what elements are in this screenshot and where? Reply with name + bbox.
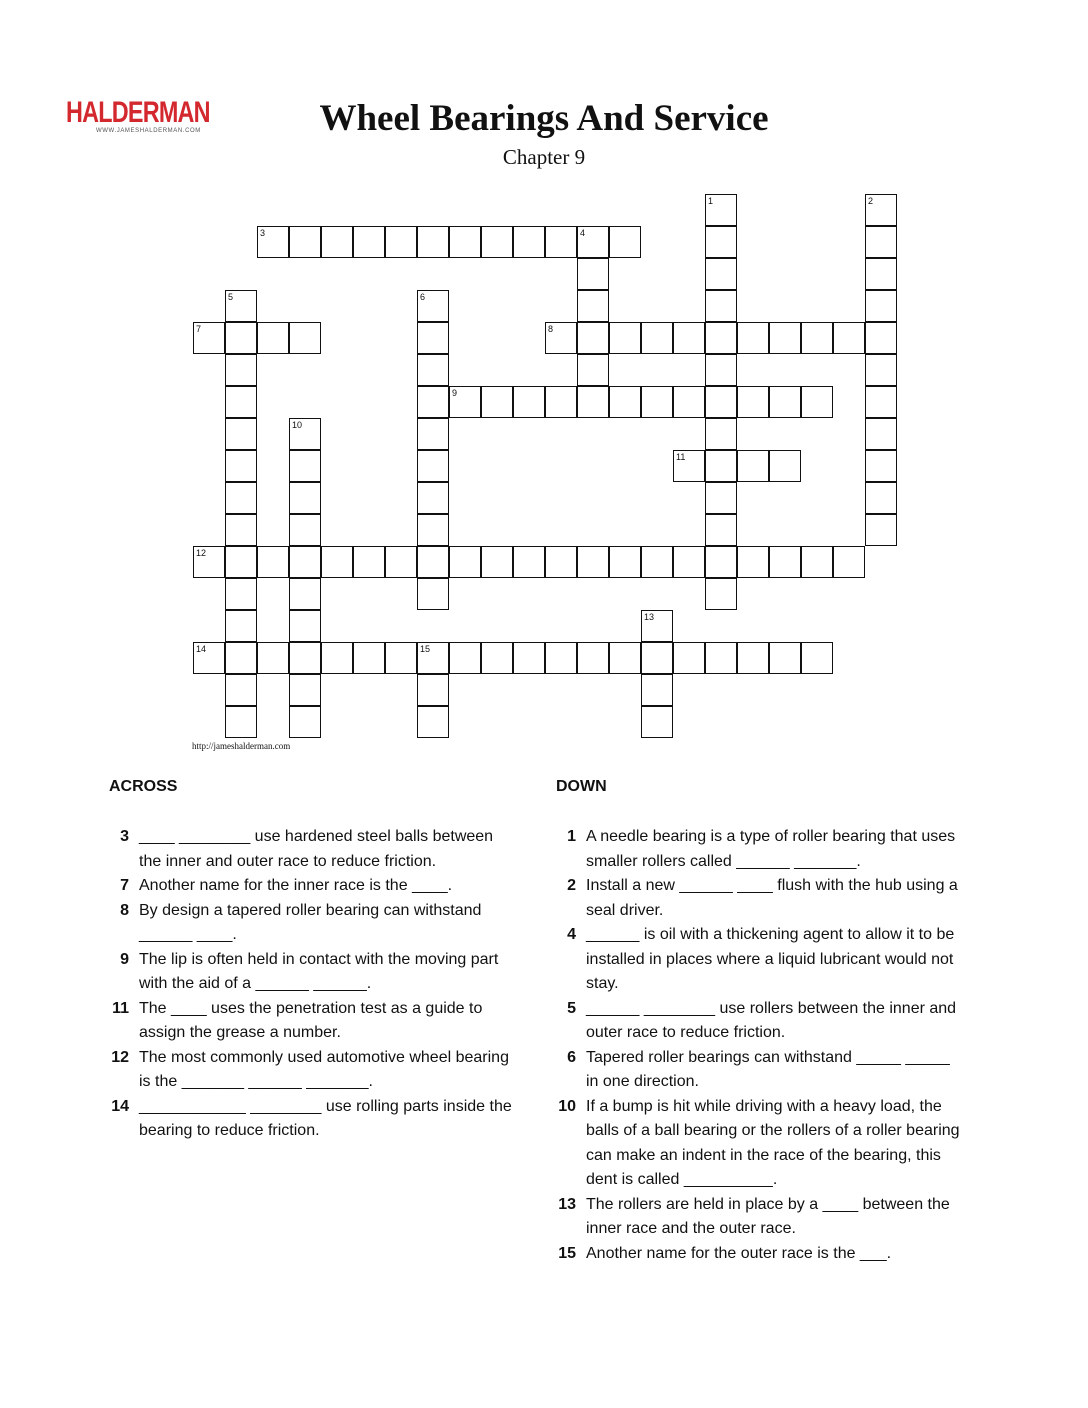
grid-cell[interactable] xyxy=(449,546,481,578)
grid-cell[interactable] xyxy=(577,386,609,418)
grid-cell[interactable] xyxy=(289,642,321,674)
grid-cell[interactable] xyxy=(705,546,737,578)
grid-cell[interactable] xyxy=(801,642,833,674)
grid-cell[interactable] xyxy=(225,290,257,322)
grid-cell[interactable] xyxy=(289,226,321,258)
page-title: Wheel Bearings And Service xyxy=(319,98,769,139)
grid-cell[interactable] xyxy=(449,642,481,674)
grid-cell[interactable] xyxy=(865,194,897,226)
clue-text: Tapered roller bearings can withstand _____ _____ in one direction. xyxy=(586,1048,950,1090)
grid-cell[interactable] xyxy=(545,226,577,258)
grid-cell[interactable] xyxy=(225,450,257,482)
clue-text: ______ ________ use rollers between the inner and outer race to reduce friction. xyxy=(586,999,957,1041)
grid-cell[interactable] xyxy=(449,226,481,258)
grid-cell[interactable] xyxy=(193,642,225,674)
grid-cell[interactable] xyxy=(865,290,897,322)
grid-cell[interactable] xyxy=(225,322,257,354)
clue-num: 15 xyxy=(558,1244,576,1262)
grid-cell[interactable] xyxy=(705,290,737,322)
down-clue xyxy=(556,825,961,874)
grid-cell[interactable] xyxy=(481,546,513,578)
grid-cell[interactable] xyxy=(865,226,897,258)
clue-num: 2 xyxy=(567,877,576,894)
grid-cell[interactable] xyxy=(865,322,897,354)
grid-cell[interactable] xyxy=(225,546,257,578)
grid-cell[interactable] xyxy=(225,642,257,674)
grid-cell[interactable] xyxy=(641,386,673,418)
grid-cell[interactable] xyxy=(705,258,737,290)
grid-cell[interactable] xyxy=(417,322,449,354)
grid-cell[interactable] xyxy=(289,706,321,738)
clue-num: 12 xyxy=(111,1048,129,1066)
grid-cell[interactable] xyxy=(705,226,737,258)
grid-cell[interactable] xyxy=(321,226,353,258)
grid-cell[interactable] xyxy=(257,642,289,674)
grid-cell[interactable] xyxy=(865,354,897,386)
clue-num: 10 xyxy=(558,1097,576,1115)
grid-cell[interactable] xyxy=(577,322,609,354)
grid-cell[interactable] xyxy=(641,610,673,642)
grid-cell[interactable] xyxy=(801,386,833,418)
clue-num: 7 xyxy=(120,877,129,894)
grid-cell[interactable] xyxy=(769,546,801,578)
grid-cell[interactable] xyxy=(705,450,737,482)
grid-cell[interactable] xyxy=(417,418,449,450)
grid-cell[interactable] xyxy=(705,578,737,610)
clue-num: 4 xyxy=(567,926,576,943)
clue-text: The most commonly used automotive wheel bearing is the _______ ______ _______. xyxy=(139,1048,509,1090)
grid-cell[interactable] xyxy=(417,706,449,738)
grid-cell[interactable] xyxy=(321,546,353,578)
grid-cell[interactable] xyxy=(641,642,673,674)
clue-number: 6 xyxy=(420,292,426,302)
grid-cell[interactable] xyxy=(641,706,673,738)
grid-cell[interactable] xyxy=(193,546,225,578)
grid-cell[interactable] xyxy=(353,642,385,674)
logo-text: HALDERMAN xyxy=(66,96,210,129)
grid-cell[interactable] xyxy=(321,642,353,674)
across-heading: ACROSS xyxy=(109,778,178,795)
grid-cell[interactable] xyxy=(289,546,321,578)
clue-num: 11 xyxy=(112,999,129,1017)
clue-num: 3 xyxy=(120,828,129,845)
grid-cell[interactable] xyxy=(705,354,737,386)
clue-text: By design a tapered roller bearing can withstand ______ ____. xyxy=(139,901,482,943)
grid-cell[interactable] xyxy=(257,322,289,354)
down-clue xyxy=(556,1046,961,1095)
clue-number: 15 xyxy=(420,644,431,654)
grid-cell[interactable] xyxy=(289,578,321,610)
grid-cell[interactable] xyxy=(513,642,545,674)
grid-cell[interactable] xyxy=(737,322,769,354)
grid-cell[interactable] xyxy=(289,482,321,514)
grid-cell[interactable] xyxy=(705,194,737,226)
grid-cell[interactable] xyxy=(833,322,865,354)
grid-cell[interactable] xyxy=(417,386,449,418)
clue-number: 1 xyxy=(708,196,714,206)
across-clue xyxy=(109,997,519,1046)
down-clue xyxy=(556,1193,961,1242)
grid-cell[interactable] xyxy=(801,322,833,354)
grid-cell[interactable] xyxy=(865,386,897,418)
grid-cell[interactable] xyxy=(449,386,481,418)
grid-cell[interactable] xyxy=(737,450,769,482)
clue-number: 2 xyxy=(868,196,874,206)
grid-cell[interactable] xyxy=(225,386,257,418)
clue-text: The rollers are held in place by a ____ between the inner race and the outer race. xyxy=(586,1195,950,1237)
grid-cell[interactable] xyxy=(737,546,769,578)
grid-cell[interactable] xyxy=(545,386,577,418)
clue-text: ____________ ________ use rolling parts inside the bearing to reduce friction. xyxy=(139,1097,512,1139)
grid-cell[interactable] xyxy=(225,514,257,546)
grid-cell[interactable] xyxy=(737,642,769,674)
down-clue xyxy=(556,923,961,997)
grid-cell[interactable] xyxy=(609,642,641,674)
grid-cell[interactable] xyxy=(417,290,449,322)
logo-url: WWW.JAMESHALDERMAN.COM xyxy=(96,128,201,134)
clue-number: 4 xyxy=(580,228,586,238)
grid-cell[interactable] xyxy=(609,226,641,258)
grid-cell[interactable] xyxy=(577,546,609,578)
down-clue xyxy=(556,874,961,923)
clue-number: 14 xyxy=(196,644,207,654)
clue-text: Another name for the outer race is the ___. xyxy=(586,1244,892,1262)
clue-number: 11 xyxy=(676,452,686,462)
clue-number: 13 xyxy=(644,612,655,622)
clue-num: 9 xyxy=(120,950,129,968)
grid-cell[interactable] xyxy=(609,322,641,354)
grid-cell[interactable] xyxy=(705,514,737,546)
grid-cell[interactable] xyxy=(577,226,609,258)
clue-number: 7 xyxy=(196,324,202,334)
grid-cell[interactable] xyxy=(705,386,737,418)
page-subtitle: Chapter 9 xyxy=(502,145,586,169)
across-clue xyxy=(109,948,519,997)
grid-cell[interactable] xyxy=(513,226,545,258)
grid-cell[interactable] xyxy=(865,258,897,290)
grid-cell[interactable] xyxy=(705,418,737,450)
grid-cell[interactable] xyxy=(193,322,225,354)
across-clue xyxy=(109,899,519,948)
grid-cell[interactable] xyxy=(641,322,673,354)
across-clue xyxy=(109,874,519,899)
grid-cell[interactable] xyxy=(225,578,257,610)
grid-cell[interactable] xyxy=(417,546,449,578)
grid-cell[interactable] xyxy=(545,546,577,578)
grid-cell[interactable] xyxy=(353,226,385,258)
grid-cell[interactable] xyxy=(577,258,609,290)
grid-cell[interactable] xyxy=(289,514,321,546)
down-heading: DOWN xyxy=(556,778,607,795)
grid-cell[interactable] xyxy=(577,290,609,322)
clue-text: If a bump is hit while driving with a heavy load, the balls of a ball bearing or the rollers of a roller bearing can make an indent in the race of the bearing, this dent is called __________. xyxy=(586,1097,960,1188)
credit-url: http://jameshalderman.com xyxy=(192,741,291,751)
grid-cell[interactable] xyxy=(225,482,257,514)
grid-cell[interactable] xyxy=(289,610,321,642)
grid-cell[interactable] xyxy=(417,674,449,706)
grid-cell[interactable] xyxy=(865,482,897,514)
clue-number: 12 xyxy=(196,548,207,558)
clue-num: 14 xyxy=(111,1097,129,1115)
clue-number: 8 xyxy=(548,324,554,334)
grid-cell[interactable] xyxy=(385,226,417,258)
grid-cell[interactable] xyxy=(417,226,449,258)
grid-cell[interactable] xyxy=(225,354,257,386)
grid-cell[interactable] xyxy=(609,386,641,418)
grid-cell[interactable] xyxy=(513,546,545,578)
grid-cell[interactable] xyxy=(289,450,321,482)
grid-cell[interactable] xyxy=(385,546,417,578)
grid-cell[interactable] xyxy=(417,482,449,514)
grid-cell[interactable] xyxy=(289,322,321,354)
grid-cell[interactable] xyxy=(641,546,673,578)
grid-cell[interactable] xyxy=(673,450,705,482)
grid-cell[interactable] xyxy=(673,386,705,418)
grid-cell[interactable] xyxy=(289,674,321,706)
clue-num: 8 xyxy=(120,901,129,919)
grid-cell[interactable] xyxy=(545,642,577,674)
grid-cell[interactable] xyxy=(865,450,897,482)
grid-cell[interactable] xyxy=(769,386,801,418)
grid-cell[interactable] xyxy=(769,450,801,482)
clue-number: 3 xyxy=(260,228,266,238)
grid-cell[interactable] xyxy=(545,322,577,354)
across-clue xyxy=(109,1046,519,1095)
clue-text: Install a new ______ ____ flush with the hub using a seal driver. xyxy=(586,877,958,919)
grid-cell[interactable] xyxy=(417,514,449,546)
grid-cell[interactable] xyxy=(769,322,801,354)
clue-number: 5 xyxy=(228,292,234,302)
clue-text: ______ is oil with a thickening agent to allow it to be installed in places where a liquid lubricant would not stay. xyxy=(586,926,955,992)
down-clue xyxy=(556,1095,961,1193)
clue-text: ____ ________ use hardened steel balls between the inner and outer race to reduce friction. xyxy=(139,828,494,870)
clue-num: 5 xyxy=(567,999,576,1017)
grid-cell[interactable] xyxy=(513,386,545,418)
grid-cell[interactable] xyxy=(257,546,289,578)
grid-cell[interactable] xyxy=(737,386,769,418)
grid-cell[interactable] xyxy=(289,418,321,450)
clue-number: 9 xyxy=(452,388,458,398)
grid-cell[interactable] xyxy=(705,482,737,514)
across-clues xyxy=(109,825,519,1144)
down-clue xyxy=(556,997,961,1046)
grid-cell[interactable] xyxy=(225,418,257,450)
across-clue xyxy=(109,1095,519,1144)
grid-cell[interactable] xyxy=(833,546,865,578)
clue-text: A needle bearing is a type of roller bearing that uses smaller rollers called ______ _______. xyxy=(586,828,956,870)
clue-text: Another name for the inner race is the ____. xyxy=(139,877,453,894)
grid-cell[interactable] xyxy=(673,546,705,578)
grid-cell[interactable] xyxy=(257,226,289,258)
grid-cell[interactable] xyxy=(801,546,833,578)
grid-cell[interactable] xyxy=(417,354,449,386)
grid-cell[interactable] xyxy=(865,418,897,450)
grid-cell[interactable] xyxy=(577,642,609,674)
grid-cell[interactable] xyxy=(641,674,673,706)
grid-cell[interactable] xyxy=(481,642,513,674)
grid-cell[interactable] xyxy=(705,642,737,674)
grid-cell[interactable] xyxy=(353,546,385,578)
grid-cell[interactable] xyxy=(385,642,417,674)
clue-text: The ____ uses the penetration test as a guide to assign the grease a number. xyxy=(139,999,483,1041)
grid-cell[interactable] xyxy=(481,226,513,258)
across-clue xyxy=(109,825,519,874)
grid-cell[interactable] xyxy=(865,514,897,546)
clue-num: 1 xyxy=(567,828,576,845)
grid-cell[interactable] xyxy=(417,642,449,674)
grid-cell[interactable] xyxy=(577,354,609,386)
down-clues xyxy=(556,825,961,1266)
grid-cell[interactable] xyxy=(225,706,257,738)
grid-cell[interactable] xyxy=(673,642,705,674)
clue-num: 6 xyxy=(567,1048,576,1066)
grid-cell[interactable] xyxy=(225,610,257,642)
clue-text: The lip is often held in contact with the moving part with the aid of a ______ ______. xyxy=(139,950,499,992)
clue-num: 13 xyxy=(558,1195,576,1213)
grid-cell[interactable] xyxy=(417,450,449,482)
grid-cell[interactable] xyxy=(609,546,641,578)
grid-cell[interactable] xyxy=(769,642,801,674)
clue-number: 10 xyxy=(292,420,303,430)
grid-cell[interactable] xyxy=(673,322,705,354)
grid-cell[interactable] xyxy=(417,578,449,610)
down-clue xyxy=(556,1242,961,1267)
grid-cell[interactable] xyxy=(225,674,257,706)
grid-cell[interactable] xyxy=(481,386,513,418)
grid-cell[interactable] xyxy=(705,322,737,354)
